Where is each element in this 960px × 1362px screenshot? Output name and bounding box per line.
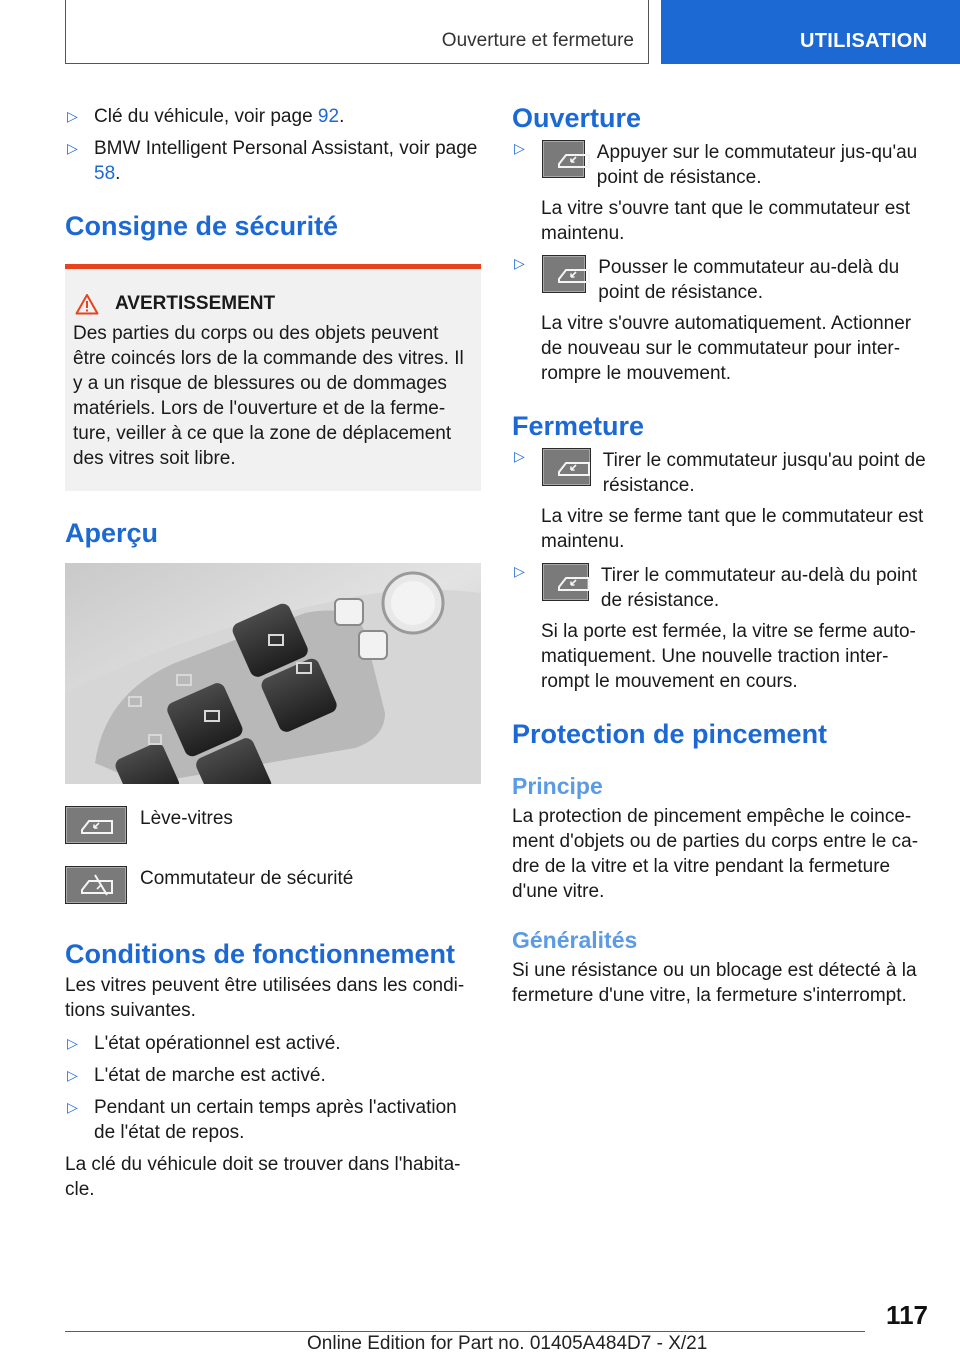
conditions-note: La clé du véhicule doit se trouver dans l'habita-cle. bbox=[65, 1154, 461, 1200]
warning-box bbox=[65, 264, 481, 491]
legend-item-window-switch bbox=[65, 806, 481, 844]
step-result: La vitre s'ouvre tant que le commutateur est maintenu. bbox=[541, 198, 911, 244]
left-column bbox=[65, 98, 481, 1202]
bullet-triangle-icon: ▷ bbox=[514, 448, 525, 464]
list-item: ▷ Pendant un certain temps après l'activation de l'état de repos. bbox=[67, 1097, 457, 1143]
general-heading: Généralités bbox=[512, 927, 638, 953]
principle-heading: Principe bbox=[512, 773, 603, 799]
conditions-heading: Conditions de fonctionnement bbox=[65, 939, 455, 969]
header-section-title: Ouverture et fermeture bbox=[441, 30, 634, 51]
step-action: Tirer le commutateur jusqu'au point de résistance. bbox=[602, 450, 926, 496]
legend-item-safety-switch bbox=[65, 866, 481, 904]
list-item: ▷ L'état opérationnel est activé. bbox=[67, 1033, 341, 1054]
legend-label: Commutateur de sécurité bbox=[140, 868, 354, 889]
header-chapter-title: UTILISATION bbox=[800, 30, 928, 52]
closing-step-2 bbox=[512, 563, 930, 613]
pinch-protection-heading: Protection de pincement bbox=[512, 719, 828, 749]
header-chapter-tab bbox=[661, 0, 960, 64]
window-switch-icon bbox=[542, 140, 585, 178]
bullet-triangle-icon: ▷ bbox=[514, 255, 525, 271]
closing-step-1 bbox=[512, 448, 930, 498]
step-result: Si la porte est fermée, la vitre se ferme auto-matiquement. Une nouvelle traction inter-rompt le mouvement en cours. bbox=[541, 621, 916, 692]
step-result: La vitre s'ouvre automatiquement. Actionner de nouveau sur le commutateur pour inter-rompre le mouvement. bbox=[541, 313, 912, 384]
step-action: Tirer le commutateur au-delà du point de résistance. bbox=[600, 565, 918, 611]
opening-heading: Ouverture bbox=[512, 103, 642, 133]
bullet-triangle-icon: ▷ bbox=[514, 563, 525, 579]
step-action: Pousser le commutateur au-delà du point de résistance. bbox=[598, 257, 900, 303]
edition-note: Online Edition for Part no. 01405A484D7 - X/21 bbox=[307, 1333, 708, 1354]
conditions-intro: Les vitres peuvent être utilisées dans les condi-tions suivantes. bbox=[65, 975, 465, 1021]
bullet-triangle-icon: ▷ bbox=[67, 140, 78, 156]
legend-label: Lève-vitres bbox=[140, 808, 233, 829]
warning-title: AVERTISSEMENT bbox=[115, 293, 276, 314]
window-switch-icon bbox=[542, 563, 589, 601]
safety-switch-icon bbox=[65, 866, 127, 904]
page-number: 117 bbox=[886, 1300, 928, 1330]
bullet-triangle-icon: ▷ bbox=[67, 108, 78, 124]
list-item: ▷ Clé du véhicule, voir page 92. bbox=[67, 106, 345, 127]
closing-heading: Fermeture bbox=[512, 411, 645, 441]
principle-text: La protection de pincement empêche le coince-ment d'objets ou de parties du corps entre le ca-dre de la vitre et la vitre pendant la fermeture d'une vitre. bbox=[512, 806, 919, 902]
overview-heading: Aperçu bbox=[65, 518, 159, 548]
bullet-triangle-icon: ▷ bbox=[67, 1067, 78, 1083]
header-section-box bbox=[65, 0, 649, 64]
step-result: La vitre se ferme tant que le commutateur est maintenu. bbox=[541, 506, 924, 552]
opening-step-1 bbox=[512, 140, 930, 190]
list-item: ▷ L'état de marche est activé. bbox=[67, 1065, 326, 1086]
list-item: ▷ BMW Intelligent Personal Assistant, voir page 58. bbox=[67, 138, 478, 184]
window-switch-panel-photo bbox=[65, 563, 481, 784]
general-text: Si une résistance ou un blocage est détecté à la fermeture d'une vitre, la fermeture s'interrompt. bbox=[512, 960, 917, 1006]
window-switch-icon bbox=[542, 255, 586, 293]
bullet-triangle-icon: ▷ bbox=[67, 1099, 78, 1115]
bullet-triangle-icon: ▷ bbox=[67, 1035, 78, 1051]
warning-body: Des parties du corps ou des objets peuvent être coincés lors de la commande des vitres. Il y a un risque de blessures ou de dommages matériels. Lors de l'ouverture et de la ferme-ture, veiller à ce que la zone de déplacement des vitres soit libre. bbox=[73, 323, 464, 469]
opening-step-2 bbox=[512, 255, 930, 305]
right-column bbox=[512, 98, 930, 1008]
window-switch-icon bbox=[65, 806, 127, 844]
footer-divider bbox=[65, 1331, 865, 1332]
warning-triangle-icon bbox=[75, 293, 99, 315]
bullet-triangle-icon: ▷ bbox=[514, 140, 525, 156]
window-switch-icon bbox=[542, 448, 591, 486]
warning-header bbox=[73, 293, 473, 315]
page-link[interactable]: 92 bbox=[317, 106, 340, 127]
step-action: Appuyer sur le commutateur jus-qu'au point de résistance. bbox=[596, 142, 918, 188]
safety-heading: Consigne de sécurité bbox=[65, 211, 339, 241]
page-link[interactable]: 58 bbox=[94, 163, 116, 184]
